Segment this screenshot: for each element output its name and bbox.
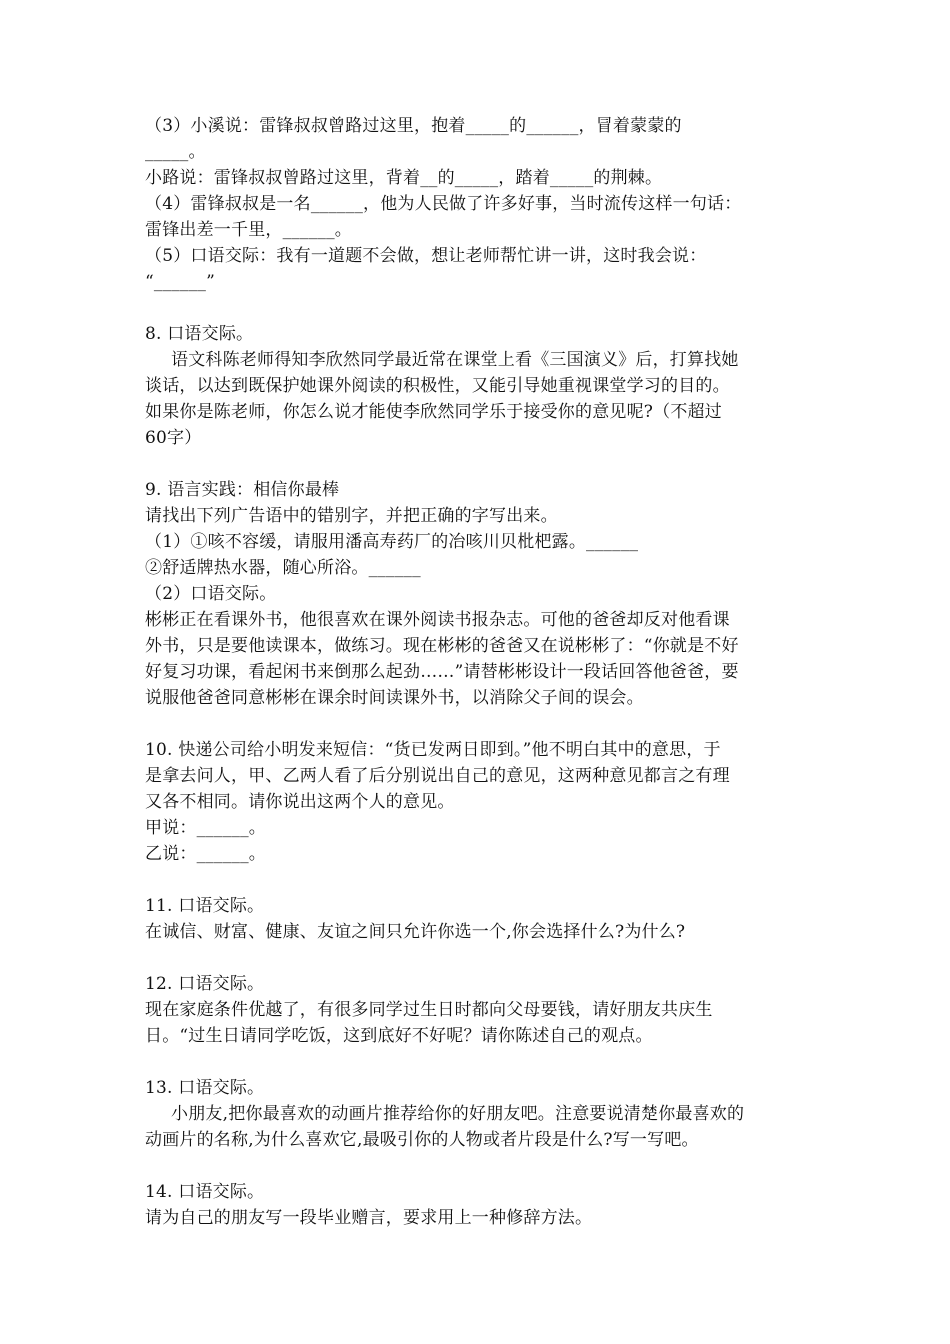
q7-part5-line2: “______” xyxy=(145,272,215,292)
question-11 xyxy=(145,893,810,945)
q8-text-line: 语文科陈老师得知李欣然同学最近常在课堂上看《三国演义》后，打算找她 xyxy=(171,350,739,370)
q10-text-line: 又各不相同。请你说出这两个人的意见。 xyxy=(145,792,455,812)
q12-text-line: 现在家庭条件优越了，有很多同学过生日时都向父母要钱，请好朋友共庆生 xyxy=(145,1000,713,1020)
question-12 xyxy=(145,971,810,1049)
q13-text-line: 动画片的名称,为什么喜欢它,最吸引你的人物或者片段是什么?写一写吧。 xyxy=(145,1130,699,1150)
spacer xyxy=(145,1049,810,1075)
q13-text-line: 小朋友,把你最喜欢的动画片推荐给你的好朋友吧。注意要说清楚你最喜欢的 xyxy=(171,1104,745,1124)
q8-text-line: 谈话，以达到既保护她课外阅读的积极性，又能引导她重视课堂学习的目的。 xyxy=(145,376,730,396)
q9-text-line: （1）①咳不容缓，请服用潘高寿药厂的冶咳川贝枇杷露。______ xyxy=(145,532,639,552)
question-7-continued xyxy=(145,113,810,295)
q9-text-line: （2）口语交际。 xyxy=(145,584,277,604)
q7-part4-line1: （4）雷锋叔叔是一名______，他为人民做了许多好事，当时流传这样一句话： xyxy=(145,194,742,214)
spacer xyxy=(145,451,810,477)
spacer xyxy=(145,1153,810,1179)
q9-text-line: ②舒适牌热水器，随心所浴。______ xyxy=(145,558,421,578)
q10-text-line: 是拿去问人，甲、乙两人看了后分别说出自己的意见，这两种意见都言之有理 xyxy=(145,766,730,786)
q10-answer-jia: 甲说：______。 xyxy=(145,818,266,838)
q14-title: 14. 口语交际。 xyxy=(145,1182,265,1202)
spacer xyxy=(145,711,810,737)
q7-part4-line2: 雷锋出差一千里，______。 xyxy=(145,220,352,240)
q9-text-line: 外书，只是要他读课本，做练习。现在彬彬的爸爸又在说彬彬了：“你就是不好 xyxy=(145,636,739,656)
question-10 xyxy=(145,737,810,867)
q8-title: 8. 口语交际。 xyxy=(145,324,254,344)
document-page xyxy=(145,113,810,1231)
q13-title: 13. 口语交际。 xyxy=(145,1078,265,1098)
q11-title: 11. 口语交际。 xyxy=(145,896,265,916)
q12-title: 12. 口语交际。 xyxy=(145,974,265,994)
q7-part3-line2: _____。 xyxy=(145,142,206,162)
q14-text-line: 请为自己的朋友写一段毕业赠言，要求用上一种修辞方法。 xyxy=(145,1208,593,1228)
question-14 xyxy=(145,1179,810,1231)
q11-text-line: 在诚信、财富、健康、友谊之间只允许你选一个,你会选择什么?为什么? xyxy=(145,922,686,942)
question-8 xyxy=(145,321,810,451)
q7-part3-line3: 小路说：雷锋叔叔曾路过这里，背着__的_____，踏着_____的荆棘。 xyxy=(145,168,663,188)
q9-text-line: 好复习功课，看起闲书来倒那么起劲……”请替彬彬设计一段话回答他爸爸，要 xyxy=(145,662,739,682)
spacer xyxy=(145,295,810,321)
question-13 xyxy=(145,1075,810,1153)
q7-part3-line1: （3）小溪说：雷锋叔叔曾路过这里，抱着_____的______，冒着蒙蒙的 xyxy=(145,116,682,136)
question-9 xyxy=(145,477,810,711)
q9-text-line: 请找出下列广告语中的错别字，并把正确的字写出来。 xyxy=(145,506,558,526)
q9-title: 9. 语言实践：相信你最棒 xyxy=(145,480,340,500)
q10-answer-yi: 乙说：______。 xyxy=(145,844,266,864)
spacer xyxy=(145,867,810,893)
q10-text-line: 10. 快递公司给小明发来短信：“货已发两日即到。”他不明白其中的意思，于 xyxy=(145,740,721,760)
q9-text-line: 彬彬正在看课外书，他很喜欢在课外阅读书报杂志。可他的爸爸却反对他看课 xyxy=(145,610,730,630)
q8-text-line: 如果你是陈老师，你怎么说才能使李欣然同学乐于接受你的意见呢?（不超过 xyxy=(145,402,722,422)
spacer xyxy=(145,945,810,971)
q9-text-line: 说服他爸爸同意彬彬在课余时间读课外书，以消除父子间的误会。 xyxy=(145,688,644,708)
q7-part5-line1: （5）口语交际：我有一道题不会做，想让老师帮忙讲一讲，这时我会说： xyxy=(145,246,707,266)
q12-text-line: 日。“过生日请同学吃饭，这到底好不好呢？请你陈述自己的观点。 xyxy=(145,1026,653,1046)
q8-text-line: 60字） xyxy=(145,428,202,448)
